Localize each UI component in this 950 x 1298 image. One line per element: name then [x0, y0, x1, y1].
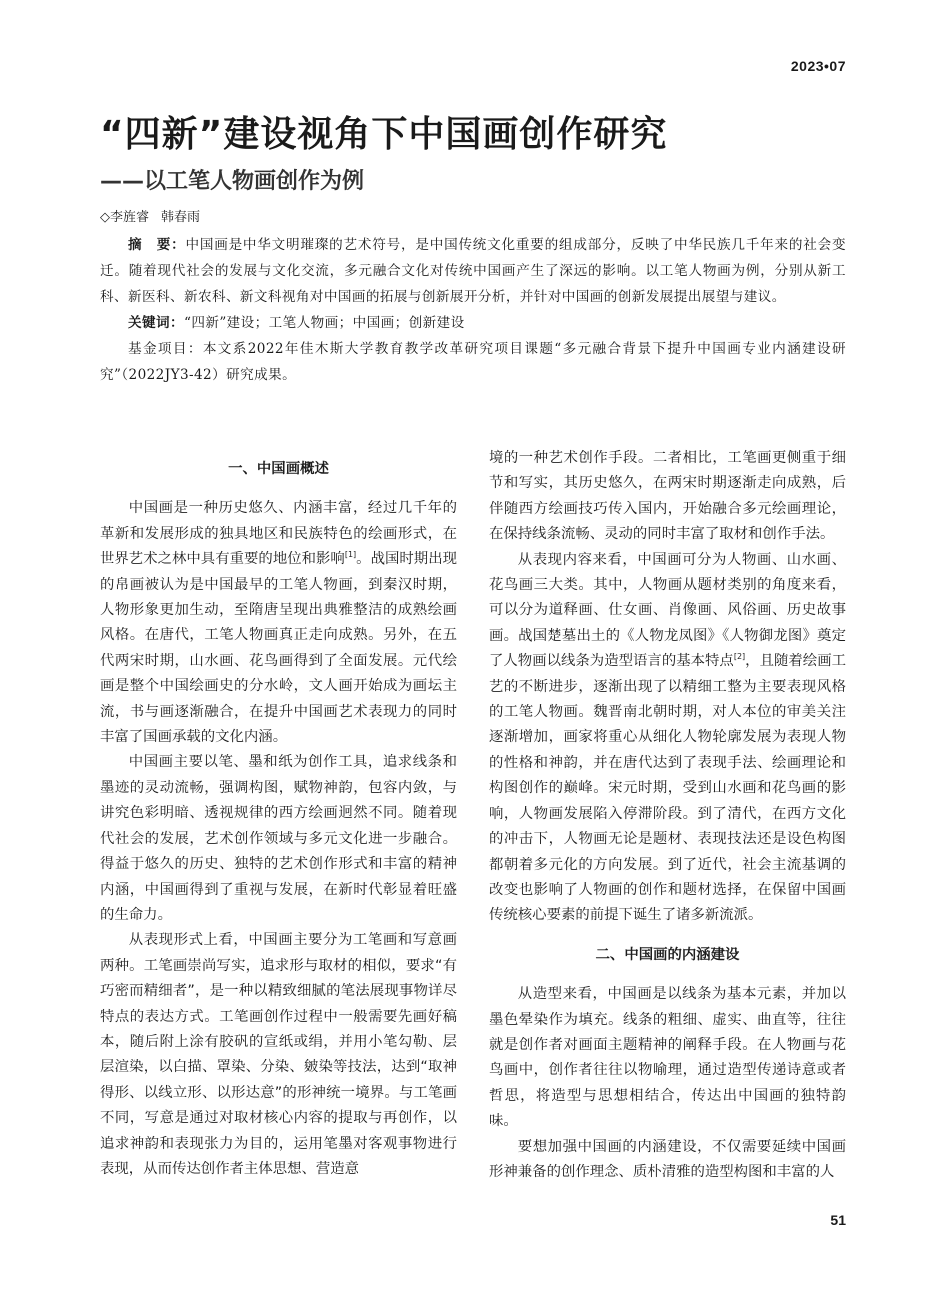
citation-1: [1]: [344, 550, 357, 560]
paragraph-text: 中国画是一种历史悠久、内涵丰富，经过几千年的革新和发展形成的独具地区和民族特色的绘画形式，在世界艺术之林中具有重要的地位和影响: [100, 500, 457, 568]
abstract-text: 中国画是中华文明璀璨的艺术符号，是中国传统文化重要的组成部分，反映了中华民族几千年来的社会变迁。随着现代社会的发展与文化交流，多元融合文化对传统中国画产生了深远的影响。以工笔人物画为例，分别从新工科、新医科、新农科、新文科视角对中国画的拓展与创新展开分析，并针对中国画的创新发展提出展望与建议。: [100, 237, 846, 305]
paragraph: [100, 496, 457, 750]
issue-label: 2023•07: [790, 58, 846, 74]
section-heading-1: 一、中国画概述: [228, 461, 329, 477]
fund-note: 基金项目：本文系2022年佳木斯大学教育教学改革研究项目课题“多元融合背景下提升中国画专业内涵建设研究”（2022JY3-42）研究成果。: [100, 341, 846, 383]
abstract-label: 摘 要：: [128, 237, 186, 253]
paragraph: 从表现形式上看，中国画主要分为工笔画和写意画两种。工笔画崇尚写实，追求形与取材的相似，要求“有巧密而精细者”，是一种以精致细腻的笔法展现事物详尽特点的表达方式。工笔画创作过程中一般需要先画好稿本，随后附上涂有胶矾的宣纸或绢，并用小笔勾勒、层层渲染，以白描、罩染、分染、皴染等技法，达到“取神得形、以线立形、以形达意”的形神统一境界。与工笔画不同，写意是通过对取材核心内容的提取与再创作，以追求神韵和表现张力为目的，运用笔墨对客观事物进行表现，从而传达创作者主体思想、营造意: [100, 932, 457, 1177]
abstract: [100, 232, 846, 310]
page-number: 51: [830, 1212, 846, 1228]
keywords: [100, 310, 846, 336]
keywords-text: “四新”建设；工笔人物画；中国画；创新建设: [183, 315, 465, 331]
paragraph-continued: 境的一种艺术创作手段。二者相比，工笔画更侧重于细节和写实，其历史悠久，在两宋时期逐渐走向成熟，后伴随西方绘画技巧传入国内，开始融合多元绘画理论，在保持线条流畅、灵动的同时丰富了取材和创作手法。: [489, 450, 846, 543]
article-meta: [100, 232, 846, 388]
article-subtitle: ——以工笔人物画创作为例: [100, 169, 365, 194]
paragraph: 从造型来看，中国画是以线条为基本元素，并加以墨色晕染作为填充。线条的粗细、虚实、曲直等，往往就是创作者对画面主题精神的阐释手段。在人物画与花鸟画中，创作者往往以物喻理，通过造型传递诗意或者哲思，将造型与思想相结合，传达出中国画的独特韵味。: [489, 986, 846, 1130]
section-heading-2: 二、中国画的内涵建设: [595, 946, 740, 963]
author-2: 韩春雨: [161, 210, 201, 225]
paragraph-text: 从表现内容来看，中国画可分为人物画、山水画、花鸟画三大类。其中，人物画从题材类别的角度来看，可以分为道释画、仕女画、肖像画、风俗画、历史故事画。战国楚墓出土的《人物龙凤图》《人物御龙图》奠定了人物画以线条为造型语言的基本特点: [489, 551, 846, 670]
authors: [100, 206, 200, 225]
author-1: 李旌睿: [110, 210, 150, 225]
paragraph: 要想加强中国画的内涵建设，不仅需要延续中国画形神兼备的创作理念、质朴清雅的造型构图和丰富的人: [489, 1138, 846, 1180]
paragraph: 中国画主要以笔、墨和纸为创作工具，追求线条和墨迹的灵动流畅，强调构图，赋物神韵，包容内敛，与讲究色彩明暗、透视规律的西方绘画迥然不同。随着现代社会的发展，艺术创作领域与多元文化进一步融合。得益于悠久的历史、独特的艺术创作形式和丰富的精神内涵，中国画得到了重视与发展，在新时代彰显着旺盛的生命力。: [100, 754, 457, 923]
paragraph: [489, 548, 846, 929]
right-column: [489, 446, 846, 1185]
author-mark-icon: ◇: [100, 210, 110, 225]
keywords-label: 关键词：: [128, 315, 184, 331]
paragraph-text: ，且随着绘画工艺的不断进步，逐渐出现了以精细工整为主要表现风格的工笔人物画。魏晋南北朝时期，对人本位的审美关注逐渐增加，画家将重心从细化人物轮廓发展为表现人物的性格和神韵，并在唐代达到了表现手法、绘画理论和构图创作的巅峰。宋元时期，受到山水画和花鸟画的影响，人物画发展陷入停滞阶段。到了清代，在西方文化的冲击下，人物画无论是题材、表现技法还是设色构图都朝着多元化的方向发展。到了近代，社会主流基调的改变也影响了人物画的创作和题材选择，在保留中国画传统核心要素的前提下诞生了诸多新流派。: [489, 653, 846, 924]
paragraph-text: 。战国时期出现的帛画被认为是中国最早的工笔人物画，到秦汉时期，人物形象更加生动，至隋唐呈现出典雅整洁的成熟绘画风格。在唐代，工笔人物画真正走向成熟。另外，在五代两宋时期，山水画、花鸟画得到了全面发展。元代绘画是整个中国绘画史的分水岭，文人画开始成为画坛主流，书与画逐渐融合，在提升中国画艺术表现力的同时丰富了国画承载的文化内涵。: [100, 551, 457, 746]
left-column: [100, 446, 457, 1185]
article-title: “四新”建设视角下中国画创作研究: [100, 114, 668, 155]
citation-2: [2]: [733, 652, 746, 662]
body-columns: [100, 446, 846, 1185]
